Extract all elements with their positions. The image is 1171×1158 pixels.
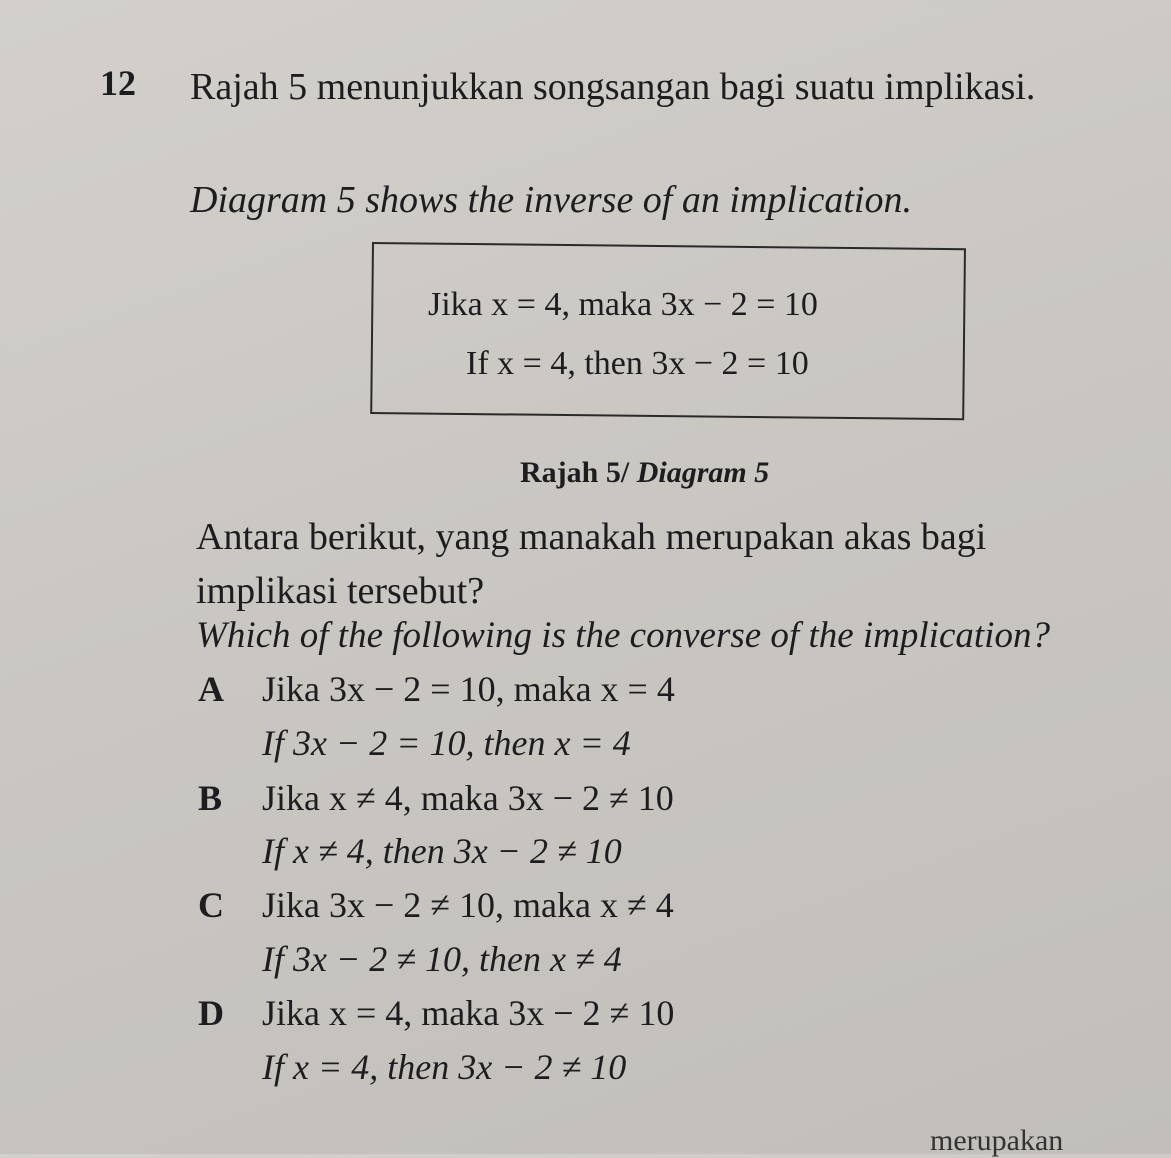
option-d-letter: D xyxy=(198,993,224,1033)
diagram-box xyxy=(370,242,966,420)
prompt-text-english: Which of the following is the converse of the implication? xyxy=(196,615,1050,656)
option-a-text-english: If 3x − 2 = 10, then x = 4 xyxy=(262,723,631,763)
option-b-text-english: If x ≠ 4, then 3x − 2 ≠ 10 xyxy=(262,831,622,871)
diagram-caption xyxy=(520,456,769,490)
option-a-text-malay: Jika 3x − 2 = 10, maka x = 4 xyxy=(262,669,675,709)
footer-partial-text: merupakan xyxy=(930,1124,1064,1157)
diagram-caption-english: Diagram 5 xyxy=(636,456,770,489)
diagram-statement-english: If x = 4, then 3x − 2 = 10 xyxy=(466,345,809,382)
option-c-text-malay: Jika 3x − 2 ≠ 10, maka x ≠ 4 xyxy=(262,885,674,925)
option-c-text-english: If 3x − 2 ≠ 10, then x ≠ 4 xyxy=(262,939,622,979)
option-c-letter: C xyxy=(198,885,224,925)
question-text-english: Diagram 5 shows the inverse of an implication. xyxy=(190,179,912,221)
option-b-letter: B xyxy=(198,778,223,818)
option-d-text-english: If x = 4, then 3x − 2 ≠ 10 xyxy=(262,1047,627,1087)
option-b-text-malay: Jika x ≠ 4, maka 3x − 2 ≠ 10 xyxy=(262,778,674,818)
diagram-statement-malay: Jika x = 4, maka 3x − 2 = 10 xyxy=(428,286,818,323)
question-text-malay: Rajah 5 menunjukkan songsangan bagi suatu implikasi. xyxy=(190,66,1036,108)
diagram-caption-malay: Rajah 5/ xyxy=(520,456,630,489)
option-d-text-malay: Jika x = 4, maka 3x − 2 ≠ 10 xyxy=(262,993,675,1033)
option-a-letter: A xyxy=(198,669,224,709)
question-number: 12 xyxy=(100,63,136,103)
prompt-text-malay: Antara berikut, yang manakah merupakan akas bagi implikasi tersebut? xyxy=(196,516,987,612)
